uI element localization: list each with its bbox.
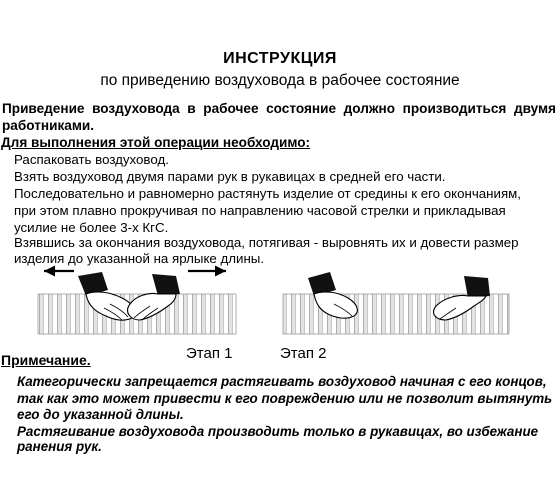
stage-1-label: Этап 1 (186, 345, 233, 362)
step-stretch-line-3: усилие не более 3-х КгС. (14, 220, 169, 235)
document-title: ИНСТРУКЦИЯ (223, 50, 337, 67)
step-stretch-line-1: Последовательно и равномерно растянуть изделие от средины к его окончаниям, (14, 186, 521, 201)
step-unpack: Распаковать воздуховод. (14, 152, 169, 167)
intro-paragraph: Приведение воздуховода в рабочее состояние должно производиться двумя работниками. (2, 101, 556, 133)
note-line: Растягивание воздуховода производить только в рукавицах, во избежание (17, 424, 539, 439)
stretching-illustration (30, 264, 530, 356)
note-heading: Примечание. (1, 352, 91, 368)
arrow-right-icon (188, 266, 226, 277)
requirements-heading: Для выполнения этой операции необходимо: (1, 135, 311, 150)
step-stretch-line-2: при этом плавно прокручивая по направлению часовой стрелки и прикладывая (14, 203, 506, 218)
stage-2-label: Этап 2 (280, 345, 327, 362)
note-line: так как это может привести к его повреждению или не позволит вытянуть (17, 391, 553, 406)
note-line: ранения рук. (17, 439, 102, 454)
arrow-left-icon (44, 266, 74, 277)
note-line: его до указанной длины. (17, 407, 184, 422)
note-line: Категорически запрещается растягивать воздуховод начиная с его концов, (17, 374, 547, 389)
step-align-line-2: изделия до указанной на ярлыке длины. (14, 251, 265, 266)
step-align-line-1: Взявшись за окончания воздуховода, потягивая - выровнять их и довести размер (14, 235, 519, 250)
document-subtitle: по приведению воздуховода в рабочее состояние (100, 72, 460, 89)
step-grip: Взять воздуховод двумя парами рук в рукавицах в средней его части. (14, 169, 446, 184)
